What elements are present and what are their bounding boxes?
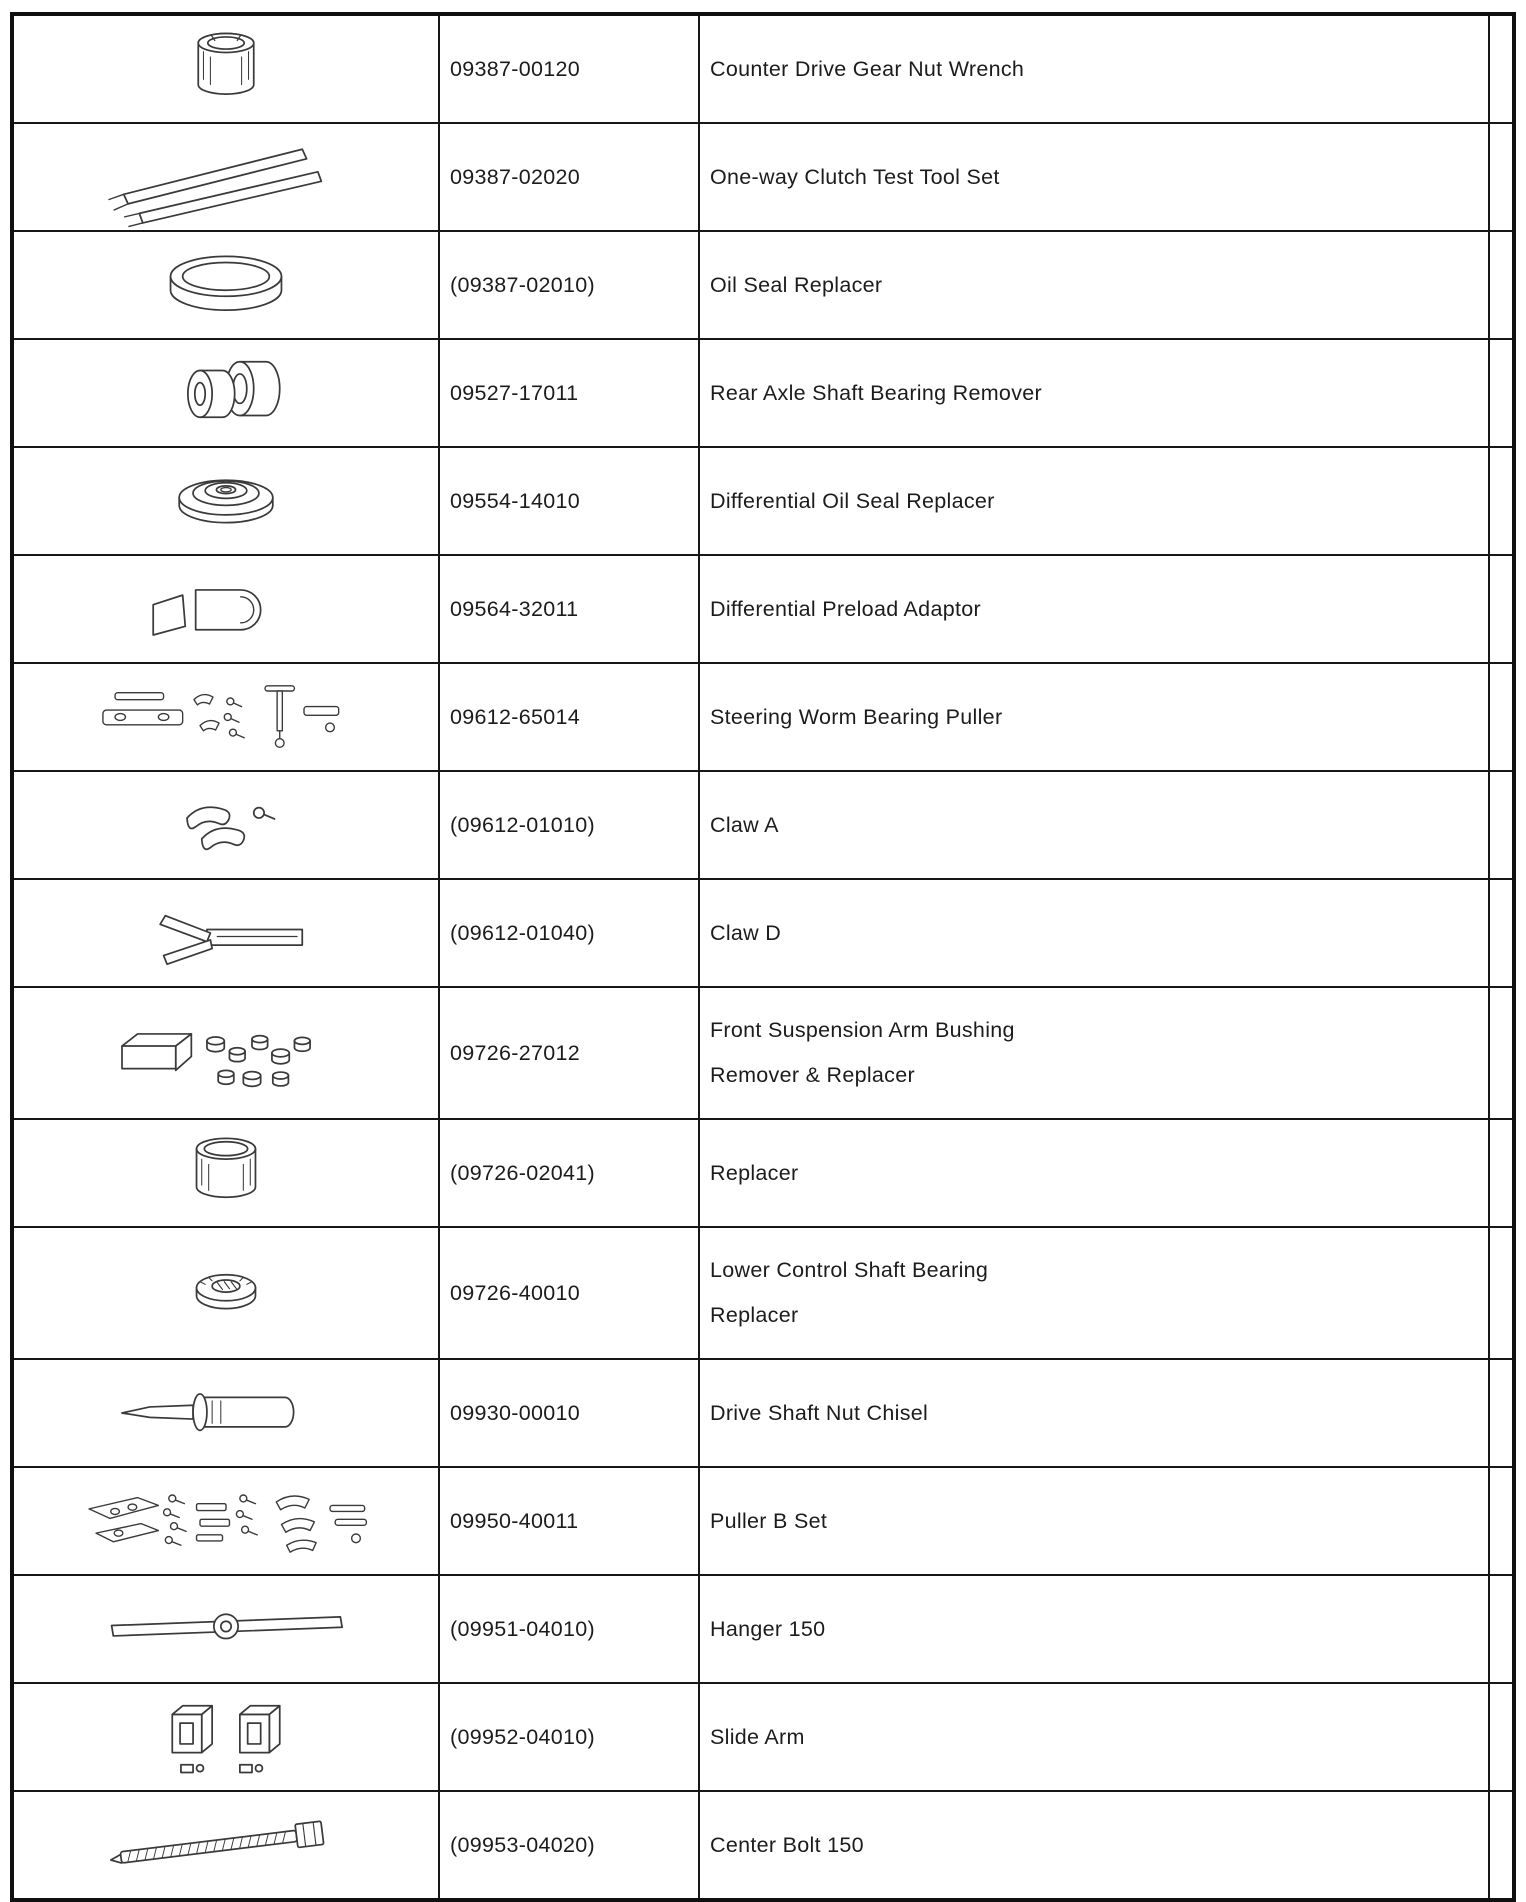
claw-d-icon — [15, 881, 437, 985]
center-bolt-icon — [15, 1793, 437, 1897]
table-row — [12, 1683, 1514, 1791]
part-number: (09951-04010) — [450, 1616, 595, 1641]
tool-name — [710, 263, 1487, 308]
part-number: 09564-32011 — [450, 596, 579, 621]
part-number: (09952-04010) — [450, 1724, 595, 1749]
tool-name-line: Oil Seal Replacer — [710, 272, 883, 297]
tool-name — [710, 1151, 1487, 1196]
edge-spacer-cell — [1489, 339, 1514, 447]
tool-name-cell — [699, 231, 1489, 339]
part-number-cell — [439, 879, 699, 987]
tool-name — [710, 371, 1487, 416]
tool-name-cell — [699, 1791, 1489, 1900]
part-number-cell — [439, 339, 699, 447]
part-number-cell — [439, 987, 699, 1119]
table-row — [12, 1467, 1514, 1575]
tool-name-line: Lower Control Shaft Bearing — [710, 1258, 989, 1282]
part-number-cell — [439, 1119, 699, 1227]
part-number-cell — [439, 447, 699, 555]
seal-ring-icon — [15, 233, 437, 337]
tool-illustration-cell — [12, 123, 439, 231]
flanged-disc-icon — [15, 449, 437, 553]
tool-name — [710, 1391, 1487, 1436]
part-number: 09387-02020 — [450, 164, 581, 189]
tool-name-line: Differential Oil Seal Replacer — [710, 488, 995, 513]
tool-name-cell — [699, 123, 1489, 231]
tool-name-cell — [699, 339, 1489, 447]
tool-name-cell — [699, 1467, 1489, 1575]
part-number-cell — [439, 14, 699, 123]
table-row — [12, 1791, 1514, 1900]
table-row — [12, 123, 1514, 231]
part-number-cell — [439, 1359, 699, 1467]
tool-name-line: Claw D — [710, 920, 782, 945]
tool-name-line: Steering Worm Bearing Puller — [710, 704, 1003, 729]
edge-spacer-cell — [1489, 879, 1514, 987]
bearing-discs-icon — [15, 341, 437, 445]
table-row — [12, 14, 1514, 123]
tool-name — [710, 1248, 1487, 1338]
tool-illustration-cell — [12, 1119, 439, 1227]
tool-illustration-cell — [12, 555, 439, 663]
tool-name-line: Hanger 150 — [710, 1616, 826, 1641]
part-number: 09612-65014 — [450, 704, 581, 729]
tool-illustration-cell — [12, 231, 439, 339]
part-number: (09612-01010) — [450, 812, 595, 837]
edge-spacer-cell — [1489, 771, 1514, 879]
tool-name-cell — [699, 879, 1489, 987]
puller-kit-small-icon — [15, 665, 437, 769]
puller-b-set-icon — [15, 1469, 437, 1573]
replacer-cylinder-icon — [15, 1121, 437, 1225]
tool-name-line: Claw A — [710, 812, 779, 837]
tool-name-cell — [699, 771, 1489, 879]
tool-name-line: Replacer — [710, 1303, 799, 1327]
part-number: 09950-40011 — [450, 1508, 579, 1533]
tool-illustration-cell — [12, 339, 439, 447]
edge-spacer-cell — [1489, 1227, 1514, 1359]
part-number-cell — [439, 231, 699, 339]
edge-spacer-cell — [1489, 1467, 1514, 1575]
part-number: (09387-02010) — [450, 272, 595, 297]
table-row — [12, 1119, 1514, 1227]
edge-spacer-cell — [1489, 987, 1514, 1119]
tool-illustration-cell — [12, 879, 439, 987]
claw-a-icon — [15, 773, 437, 877]
edge-spacer-cell — [1489, 14, 1514, 123]
part-number-cell — [439, 1683, 699, 1791]
clutch-test-tools-icon — [15, 125, 437, 229]
edge-spacer-cell — [1489, 1683, 1514, 1791]
tool-illustration-cell — [12, 1791, 439, 1900]
tool-name — [710, 47, 1487, 92]
tool-name-cell — [699, 1227, 1489, 1359]
tool-name-cell — [699, 663, 1489, 771]
tool-name-line: Differential Preload Adaptor — [710, 596, 981, 621]
tool-name — [710, 479, 1487, 524]
bushing-kit-icon — [15, 1001, 437, 1105]
part-number: (09953-04020) — [450, 1832, 595, 1857]
tool-name-cell — [699, 1359, 1489, 1467]
slide-arm-blocks-icon — [15, 1685, 437, 1789]
tool-name-line: Remover & Replacer — [710, 1063, 915, 1087]
tool-illustration-cell — [12, 1227, 439, 1359]
tool-name — [710, 1607, 1487, 1652]
tool-illustration-cell — [12, 447, 439, 555]
part-number: 09726-40010 — [450, 1280, 581, 1305]
part-number-cell — [439, 1575, 699, 1683]
edge-spacer-cell — [1489, 231, 1514, 339]
tool-name-line: Slide Arm — [710, 1724, 805, 1749]
edge-spacer-cell — [1489, 123, 1514, 231]
tool-name-cell — [699, 1683, 1489, 1791]
tool-illustration-cell — [12, 1467, 439, 1575]
part-number: (09612-01040) — [450, 920, 595, 945]
table-row — [12, 447, 1514, 555]
tool-name-line: One-way Clutch Test Tool Set — [710, 164, 1000, 189]
tool-illustration-cell — [12, 14, 439, 123]
table-row — [12, 339, 1514, 447]
tool-name — [710, 911, 1487, 956]
hanger-bar-icon — [15, 1577, 437, 1681]
tool-illustration-cell — [12, 771, 439, 879]
edge-spacer-cell — [1489, 555, 1514, 663]
tool-name-cell — [699, 1575, 1489, 1683]
table-row — [12, 771, 1514, 879]
part-number: (09726-02041) — [450, 1160, 595, 1185]
tool-name-cell — [699, 987, 1489, 1119]
table-row — [12, 231, 1514, 339]
tool-name-cell — [699, 447, 1489, 555]
tool-name — [710, 155, 1487, 200]
part-number: 09930-00010 — [450, 1400, 581, 1425]
part-number: 09387-00120 — [450, 56, 581, 81]
tool-name — [710, 1823, 1487, 1868]
edge-spacer-cell — [1489, 1791, 1514, 1900]
part-number: 09726-27012 — [450, 1040, 581, 1065]
tool-name-line: Center Bolt 150 — [710, 1832, 864, 1857]
table-row — [12, 1359, 1514, 1467]
sst-table — [10, 12, 1516, 1902]
bearing-nut-icon — [15, 1241, 437, 1345]
part-number-cell — [439, 1467, 699, 1575]
table-row — [12, 1227, 1514, 1359]
table-row — [12, 879, 1514, 987]
table-row — [12, 1575, 1514, 1683]
part-number-cell — [439, 1227, 699, 1359]
part-number-cell — [439, 1791, 699, 1900]
sst-table-body — [12, 14, 1514, 1900]
table-row — [12, 663, 1514, 771]
tool-illustration-cell — [12, 1683, 439, 1791]
tool-name — [710, 1715, 1487, 1760]
edge-spacer-cell — [1489, 1119, 1514, 1227]
tool-name-line: Counter Drive Gear Nut Wrench — [710, 56, 1025, 81]
tool-illustration-cell — [12, 987, 439, 1119]
tool-name-line: Rear Axle Shaft Bearing Remover — [710, 380, 1042, 405]
table-row — [12, 987, 1514, 1119]
socket-cylinder-icon — [15, 17, 437, 121]
tool-name-cell — [699, 555, 1489, 663]
tool-name — [710, 803, 1487, 848]
tool-name-line: Puller B Set — [710, 1508, 828, 1533]
part-number-cell — [439, 771, 699, 879]
tool-illustration-cell — [12, 1575, 439, 1683]
tool-name — [710, 1499, 1487, 1544]
preload-adaptor-icon — [15, 557, 437, 661]
part-number-cell — [439, 123, 699, 231]
edge-spacer-cell — [1489, 447, 1514, 555]
tool-name — [710, 587, 1487, 632]
chisel-icon — [15, 1361, 437, 1465]
edge-spacer-cell — [1489, 1575, 1514, 1683]
part-number: 09554-14010 — [450, 488, 581, 513]
edge-spacer-cell — [1489, 663, 1514, 771]
edge-spacer-cell — [1489, 1359, 1514, 1467]
tool-name — [710, 695, 1487, 740]
tool-illustration-cell — [12, 663, 439, 771]
part-number-cell — [439, 663, 699, 771]
tool-name-line: Drive Shaft Nut Chisel — [710, 1400, 929, 1425]
tool-name-cell — [699, 14, 1489, 123]
part-number-cell — [439, 555, 699, 663]
tool-illustration-cell — [12, 1359, 439, 1467]
part-number: 09527-17011 — [450, 380, 579, 405]
tool-name — [710, 1008, 1487, 1098]
table-row — [12, 555, 1514, 663]
tool-name-line: Replacer — [710, 1160, 799, 1185]
tool-name-line: Front Suspension Arm Bushing — [710, 1018, 1015, 1042]
tool-name-cell — [699, 1119, 1489, 1227]
